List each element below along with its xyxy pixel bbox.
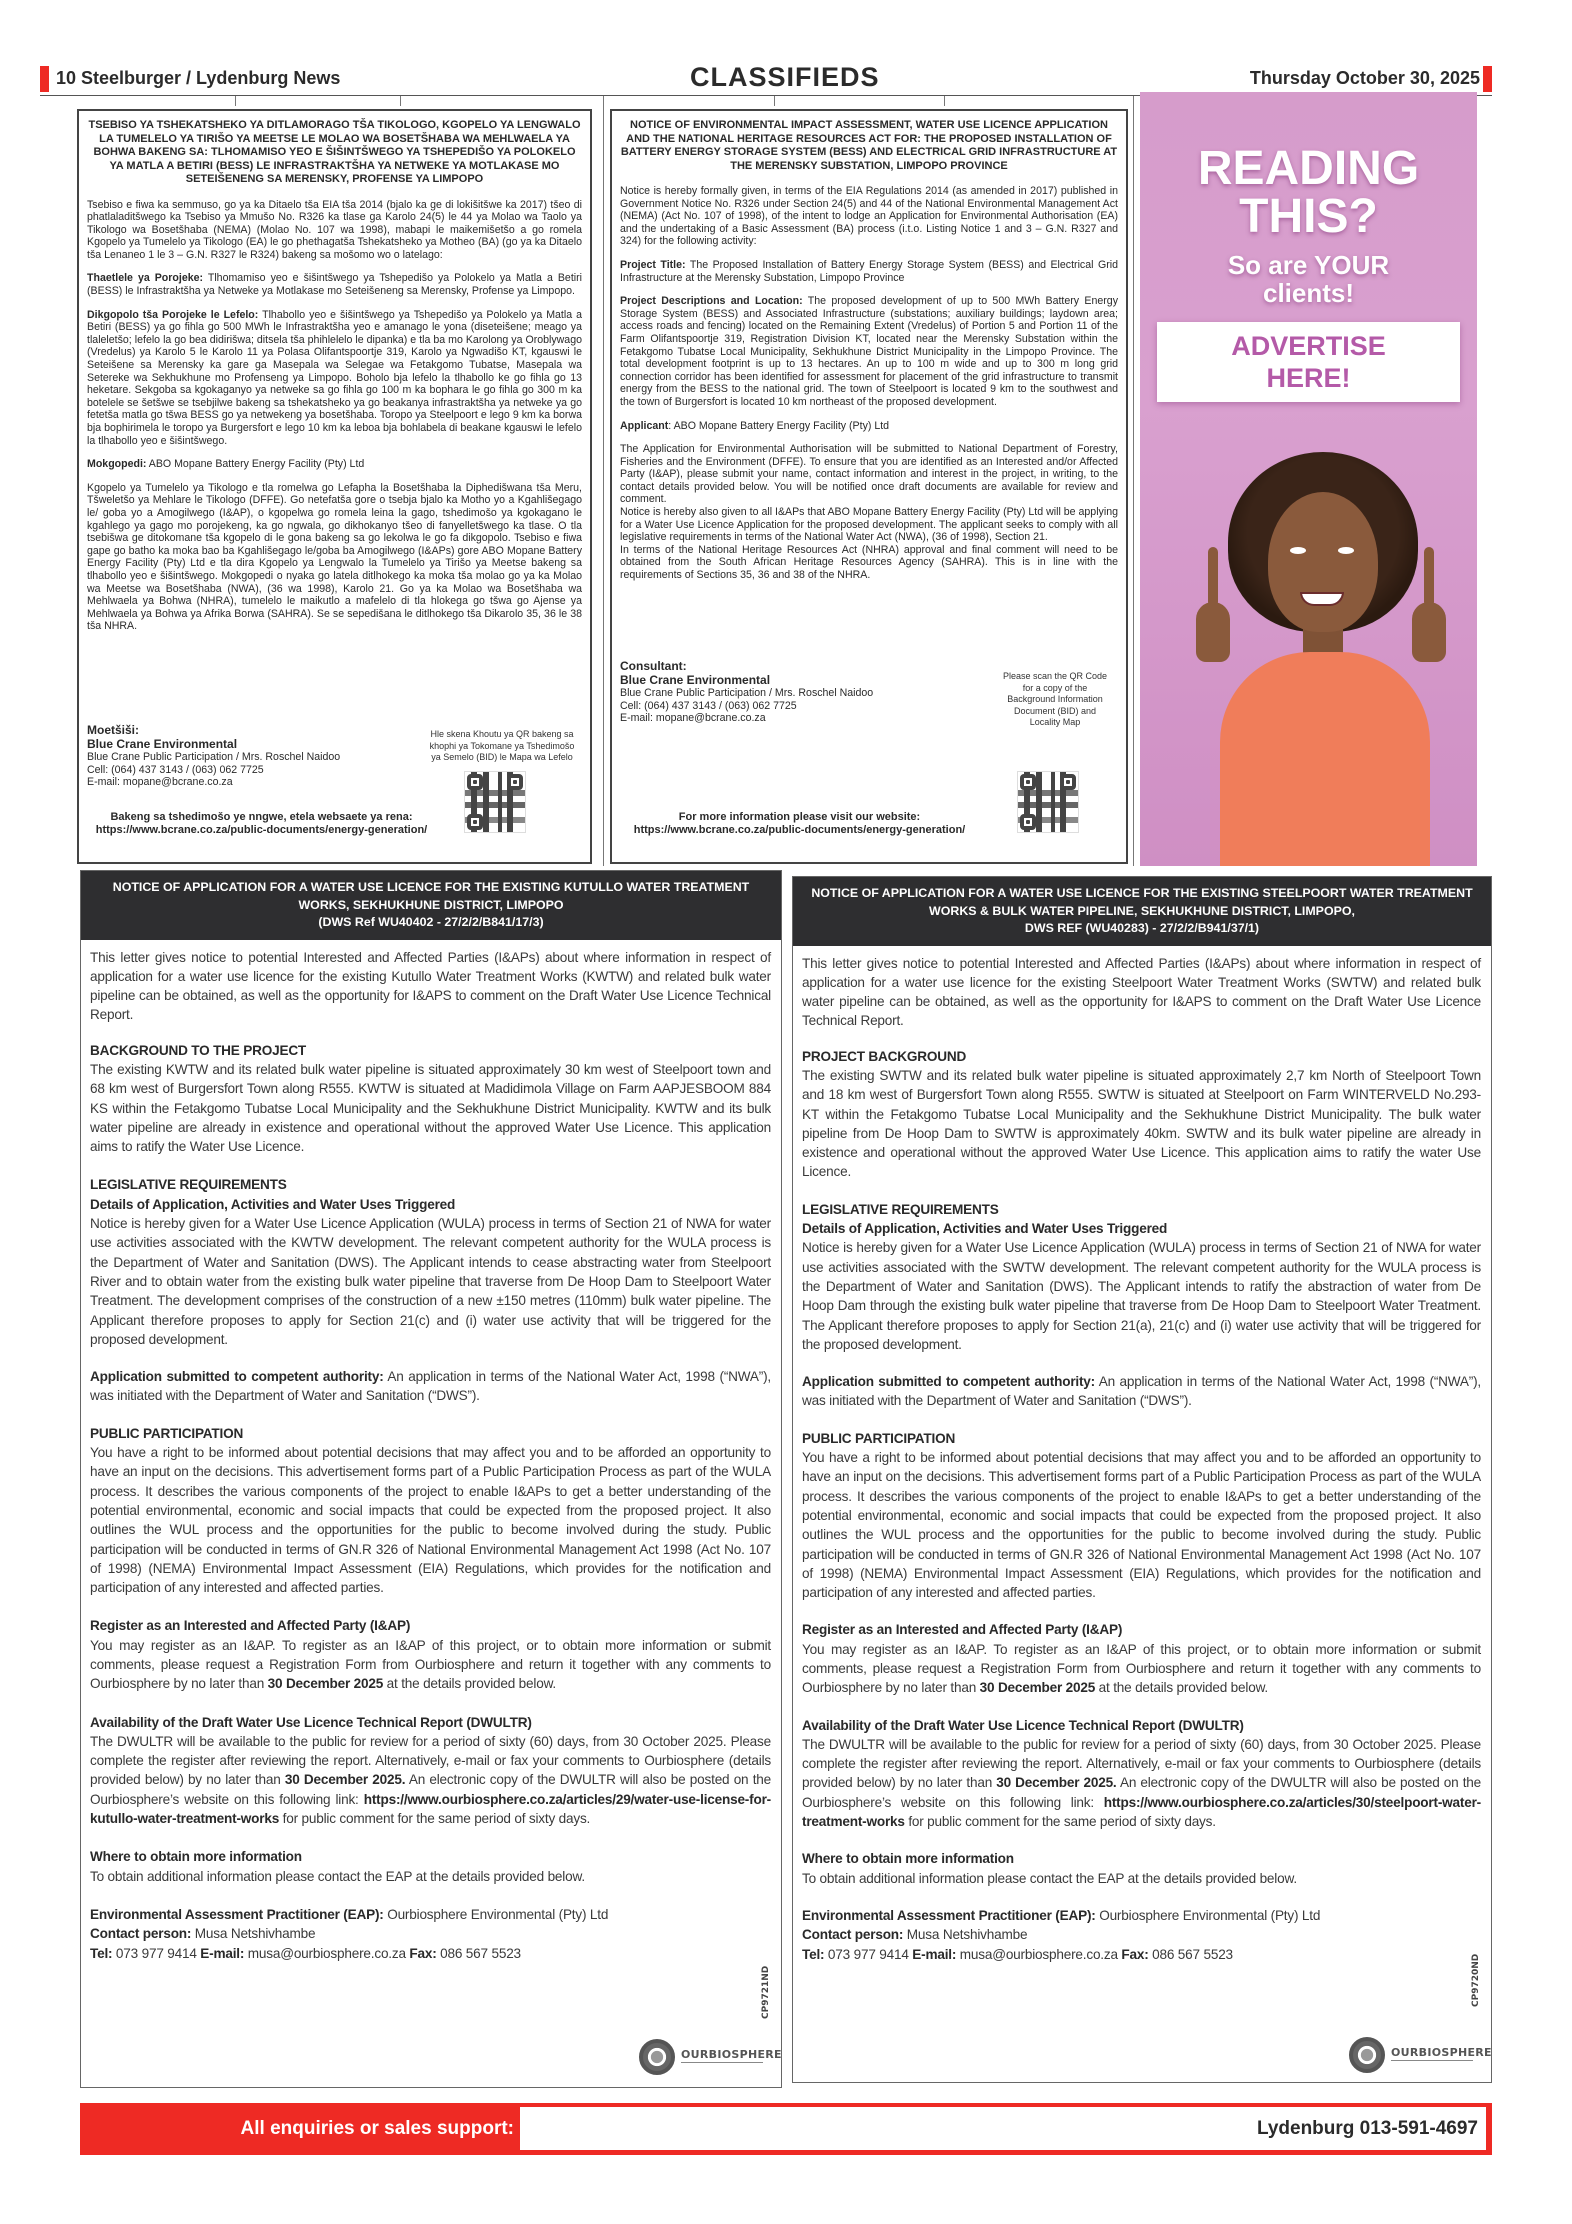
notice-header-title: NOTICE OF APPLICATION FOR A WATER USE LICENCE FOR THE EXISTING STEELPOORT WATER TREATMENT WORKS & BULK WATER PIPELINE, SEKHUKHUNE DISTRICT, LIMPOPO, [811,886,1473,918]
qr-code-icon[interactable] [464,771,526,833]
consultant-label: Consultant: [620,659,687,673]
eye-shape [1290,547,1306,554]
qr-finder [467,774,483,790]
register-text-a: You may register as an I&AP. To register as an I&AP of this project, or to obtain more information or submit comments, please request a Registration Form from Ourbiosphere and return it together with any comments to Ourbiosphere by no later than [90,1637,771,1692]
comment-deadline: 30 December 2025. [996,1775,1117,1791]
applicant: : ABO Mopane Battery Energy Facility (Pty) Ltd [668,419,890,432]
column-rule [603,96,604,866]
logo-text: OURBIOSPHERE [1391,2046,1492,2059]
background-heading: PROJECT BACKGROUND [802,1048,967,1064]
consultant-cell: Cell: (064) 437 3143 / (063) 062 7725 [87,763,264,776]
website-block [612,811,987,837]
tel-value: 073 977 9414 [112,1945,201,1961]
register-deadline: 30 December 2025 [267,1676,384,1692]
page-number-publication: 10 Steelburger / Lydenburg News [56,68,341,88]
background-heading: BACKGROUND TO THE PROJECT [90,1042,307,1058]
notice-body-1: The Application for Environmental Authorisation will be submitted to National Department of Forestry, Fisheries and the Environment (DFFE). To ensure that you are identified as an Interested and/or Affected Party (I&AP), please submit your name, contact information and interest in the project, in writing, to the contact details provided below. You will be notified once draft documents are available for review and comment. [620,443,1118,506]
contact-label: Contact person: [90,1926,192,1942]
qr-finder [1020,814,1036,830]
background-text: The existing SWTW and its related bulk water pipeline is situated approximately 2,7 km North of Steelpoort Town and 18 km west of Burgersfort Town along R555. SWTW is situated at Steelpoort on Farm WINTERVELD No.293-KT within the Fetakgomo Tubatse Local Municipality and the Sekhukhune District Municipality. The bulk water pipeline from De Hoop Dam to SWTW is approximately 40km. SWTW and its bulk water pipeline are already in existence and operational without the approved Water Use Licence. This application aims to ratify the water Use Licence. [802,1067,1481,1180]
availability-text-a: The DWULTR will be available to the public for review for a period of sixty (60) days, from 30 October 2025. Please complete the register after reviewing the report. Alternatively, e-mail or fax your comments to Ourbiosphere (details provided below) by no later than [90,1733,771,1788]
consultant-contact: Blue Crane Public Participation / Mrs. Roschel Naidoo [87,751,341,763]
consultant-name: Blue Crane Environmental [87,737,238,751]
project-description: The proposed development of up to 500 MWh Battery Energy Storage System (BESS) and Associated Infrastructure (substations; auxiliary buildings; laydown area; access roads and fencing) located on the Remaining Extent (Vredelus) of Portion 5 and Portion 11 of the Farm Olifantspoortje 319, Registration Division KT, located near the Merensky Substation within the Fetakgomo Tubatse Local Municipality, Sekhukhune District Municipality in the Limpopo Province. The total development footprint is up to 13 hectares. An up to 100 m wide and up to 300 m long grid connection corridor has been identified for assessment for placement of the grid infrastructure to transmit energy from the BESS to the national grid. The town of Steelpoort is located 9 km to the southwest and the town of Burgersfort is located 10 km northeast of the proposed development. [620,295,1118,408]
notice-body: Kgopelo ya Tumelelo ya Tikologo e tla romelwa go Lefapha la Bosetšhaba la Diphedišwana tša Meru, Tšweletšo ya Mehlare le Tikologo (DFFE). Go netefatša gore o tsebja bjalo ka Motho yo a Kgahlišegago le/ goba yo a Amogilwego (I&AP), o kgopelwa go romela leina la gago, tshedimošo ya kgokagano le kgahlego ya gago mo porojekeng, ka go ngwala, go dikhokanyo tšeo di fanyelletšwego ka tlase. O tla tsebišwa ge ditokomane tša kgopelo di le gona bakeng sa go lekolwa le go fa dikgopolo. Tsebiso e fiwa gape go batho ka moka bao ba Kgahlišegago le/goba ba Amogilwego (I&APs) gore ABO Mopane Battery Energy Facility (Pty) Ltd e tla dira Kgopelo ya Lengwalo la Tumelelo ya Tirišo ya Meetse bakeng sa tlhabollo yeo e šišintšwego. Mokgopedi o nyaka go latela ditlhokego ka moka tša molao go ya ka Molao wa Meetse wa Bosetšhaba (NWA), (36 wa 1998), Karolo 21. Go ya ka Molao wa Bosetšhaba wa Mehlwaela ya Bohwa (NHRA), tumelelo le maikutlo a mafelelo di tla hlokega go tšwa go Ajense ya Mehlwaela ya Bohwa ya Afrika Borwa (SAHRA). Se se sepedišana le ditlhokego tša Dikarolo 35, 36 le 38 tša NHRA. [87,481,582,633]
application-submitted-text: An application in terms of the National Water Act, 1998 (“NWA”), was initiated with the Department of Water and Sanitation (“DWS”). [90,1369,771,1404]
biosphere-globe-icon [1349,2037,1385,2073]
availability-text-b: An electronic copy of the DWULTR will also be posted on the Ourbiosphere’s website on this following link: [802,1775,1481,1810]
sepedi-notice [77,109,592,864]
contact-value: Musa Netshivhambe [903,1927,1028,1943]
dws-reference: (DWS Ref WU40402 - 27/2/2/B841/17/3) [318,915,544,929]
contact-line [90,1924,771,1943]
contact-label: Contact person: [802,1927,904,1943]
application-submitted-para [802,1372,1481,1411]
notice-body [793,946,1491,1974]
dwultr-link[interactable]: https://www.ourbiosphere.co.za/articles/30/steelpoort-water-treatment-works [802,1794,1481,1830]
project-description-para [87,309,582,448]
ad-code: CP9720ND [1471,1953,1481,2007]
logo-subtext [681,2062,763,2063]
register-heading: Register as an Interested and Affected Party (I&AP) [90,1618,411,1634]
legislative-subheading: Details of Application, Activities and Water Uses Triggered [802,1221,1168,1237]
public-participation-text: You have a right to be informed about potential decisions that may affect you and to be afforded an opportunity to have an input on the decisions. This advertisement forms part of a Public Participation Process as part of the WULA process. It describes the various components of the project to enable I&APs to get a better understanding of the potential environmental, economic and social impacts that could be expected from the proposed project. It also outlines the WUL process and the opportunities for the public to become involved during the study. Public participation will be conducted in terms of GN.R 326 of National Environmental Management Act 1998 (Act No. 107 of 1998) (NEMA) Environmental Impact Assessment (EIA) Regulations, which provides for the notification and participation of any interested and affected parties. [90,1445,771,1596]
orange-sweater-shape [1220,652,1430,866]
where-info-heading: Where to obtain more information [90,1849,302,1865]
column-rule [235,96,236,106]
project-title-para [620,259,1118,284]
tel-email-fax-line [90,1944,771,1963]
notice-body [81,940,781,1973]
pointing-finger-icon [1424,547,1434,607]
legislative-heading: LEGISLATIVE REQUIREMENTS [90,1177,287,1193]
eap-value: Ourbiosphere Environmental (Pty) Ltd [383,1906,609,1922]
applicant-label: Applicant [620,419,669,432]
application-submitted-label: Application submitted to competent authority: [802,1374,1095,1390]
register-text-b: at the details provided below. [1095,1680,1269,1696]
eap-line [90,1905,771,1924]
logo-text: OURBIOSPHERE [681,2048,782,2061]
pointing-finger-icon [1208,547,1218,607]
fax-value: 086 567 5523 [436,1945,521,1961]
where-info-heading: Where to obtain more information [802,1851,1014,1867]
ad-subline-2: clients! [1262,278,1355,308]
where-info-text: To obtain additional information please contact the EAP at the details provided below. [90,1868,585,1884]
email-label: E-mail: [912,1946,957,1962]
where-info-text: To obtain additional information please contact the EAP at the details provided below. [802,1870,1297,1886]
availability-text-a: The DWULTR will be available to the public for review for a period of sixty (60) days, from 30 October 2025. Please complete the register after reviewing the report. Alternatively, e-mail or fax your comments to Ourbiosphere (details provided below) by no later than [802,1736,1481,1791]
cta-line-1: ADVERTISE [1231,331,1386,361]
project-title: Tlhomamiso yeo e šišintšwego ya Tshepedišo ya Polokelo ya Matla a Betiri (BESS) le Infrastraktšha ya Netweke ya Motlakase mo Seteišeneng sa Merensky, Profense ya Limpopo. [87,272,583,298]
project-description: Tlhabollo yeo e šišintšwego ya Tshepedišo ya Polokelo ya Matla a Betiri (BESS) ya go fihla go 500 MWh le Infrastraktšha yeo e amanago le yona (diseteišene; meago ya tlaleletšo; lefelo la go bea didirišwa; ditsela tša phihlelelo le dipanka) e tla ba mo Karolong ya Oroblywago (Vredelus) ya Karolo 5 le Karolo 11 ya Polasa Olifantspoortje 319, Karolo ya Ngwadišo KT, kgauswi le Seteišene sa Merensky ka gare ga Masepala wa Selegae wa Fetakgomo Tubatse, Masepala wa Setereke wa Sekhukhune mo Profenseng ya Limpopo. Boholo bja lefelo la tlhabollo ke go fihla go 13 heketare. Sekgoba sa kgokaganyo ya netweke sa go fihla go 100 m ka bophara le go fihla go 300 m ka botelele se šetšwe se tsebjilwe bakeng sa tshekatsheko ya go beakanya infrastraktšha ya netweke ya go fetetša matla go tšwa BESS go ya netwekeng ya bosetšhaba. Toropo ya Steelpoort e lego 9 km ka borwa bja bophirimela le toropo ya Burgersfort e lego 10 km ka leboa bja bohlabela di beakane kgauswi le lefelo la tlhabollo yeo e šišintšwego. [87,308,582,447]
register-text [802,1640,1481,1698]
fax-label: Fax: [409,1945,437,1961]
application-submitted-label: Application submitted to competent authority: [90,1369,384,1385]
enquiries-label: All enquiries or sales support: [240,2118,514,2139]
public-participation-heading: PUBLIC PARTICIPATION [90,1425,244,1441]
website-url[interactable]: https://www.bcrane.co.za/public-documents/energy-generation/ [95,824,428,836]
hand-shape [1196,602,1230,662]
consultant-cell: Cell: (064) 437 3143 / (063) 062 7725 [620,699,797,712]
project-title: The Proposed Installation of Battery Energy Storage System (BESS) and Electrical Grid Infrastructure at the Merensky Substation, Limpopo Province [620,258,1118,284]
application-submitted-para [90,1367,771,1406]
legislative-text: Notice is hereby given for a Water Use Licence Application (WULA) process in terms of Section 21 of NWA for water use activities associated with the SWTW development. The relevant competent authority for the WULA process is the Department of Water and Sanitation (DWS). The Applicant intends to ratify the abstraction of water from De Hoop Dam through the existing bulk water pipeline that traverse from De Hoop Dam to Steelpoort Water Treatment. The Applicant therefore proposes to apply for Section 21(a), 21(c) and (i) water use activity that will be triggered for the proposed development. [802,1240,1481,1352]
background-text: The existing KWTW and its related bulk water pipeline is situated approximately 30 km west of Steelpoort town and 68 km west of Burgersfort Town along R555. KWTW is situated at Madidimola Village on Farm AAPJESBOOM 884 KS within the Fetakgomo Tubatse Local Municipality and the Sekhukhune District Municipality. KWTW and its bulk water pipeline are already in existence and operational without the approved Water Use Licence. This application aims to ratify the Water Use Licence. [90,1061,771,1155]
ad-subline-1: So are YOUR [1227,250,1390,280]
availability-heading: Availability of the Draft Water Use Licence Technical Report (DWULTR) [802,1717,1244,1733]
availability-text-c: for public comment for the same period of sixty days. [904,1814,1216,1830]
register-text-a: You may register as an I&AP. To register as an I&AP of this project, or to obtain more information or submit comments, please request a Registration Form from Ourbiosphere and return it together with any comments to Ourbiosphere by no later than [802,1641,1481,1696]
email-label: E-mail: [200,1945,245,1961]
notice-title: NOTICE OF ENVIRONMENTAL IMPACT ASSESSMENT, WATER USE LICENCE APPLICATION AND THE NATIONAL HERITAGE RESOURCES ACT FOR: THE PROPOSED INSTALLATION OF BATTERY ENERGY STORAGE SYSTEM (BESS) AND ELECTRICAL GRID INFRASTRUCTURE AT THE MERENSKY SUBSTATION, LIMPOPO PROVINCE [620,119,1118,172]
availability-text [90,1732,771,1828]
qr-finder [467,814,483,830]
notice-header-title: NOTICE OF APPLICATION FOR A WATER USE LICENCE FOR THE EXISTING KUTULLO WATER TREATMENT WORKS, SEKHUKHUNE DISTRICT, LIMPOPO [112,880,750,912]
woman-pointing-illustration [1210,452,1430,866]
column-rule [400,96,401,106]
section-title: CLASSIFIEDS [690,62,880,92]
masthead-accent-left [40,66,49,92]
register-deadline: 30 December 2025 [979,1680,1096,1696]
logo-subtext [1391,2060,1473,2061]
application-submitted-text: An application in terms of the National Water Act, 1998 (“NWA”), was initiated with the Department of Water and Sanitation (“DWS”). [802,1374,1481,1409]
project-title-label: Project Title: [620,258,686,271]
notice-intro: Notice is hereby formally given, in terms of the EIA Regulations 2014 (as amended in 2017) published in Government Notice No. R326 under Section 24(5) and 44 of the National Environmental Management Act (NEMA) (Act No. 107 of 1998), of the intent to lodge an Application for Environmental Authorisation (EA) and the undertaking of a Basic Assessment (BA) process (i.t.o. Listing Notice 1 and 3 – G.N. R327 and 324) for the following activity: [620,185,1118,248]
ad-headline-1: READING [1197,142,1420,195]
notice-intro: Tsebiso e fiwa ka semmuso, go ya ka Ditaelo tša EIA tša 2014 (bjalo ka ge di lokišitšwe ka 2017) tšeo di phatlaladitšwego ka Tsebiso ya Mmušo No. R326 ka tlase ga Karolo 24(5) le 44 ya Molao wa Taolo ya Tikologo wa Bosetšhaba (NEMA) (Molao No. 107 wa 1998), mabapi le maikemišetšo a go romela Kgopelo ya Tumelelo ya Tikologo (EA) le go phethagatša Tshekatsheko ya Motheo (BA) (go ya ka Ditaelo tša Lenaneo 1 le 3 – G.N. R327 le R324) bakeng sa mošomo wo o latelago: [87,198,582,261]
eap-value: Ourbiosphere Environmental (Pty) Ltd [1095,1907,1321,1923]
face-shape [1268,492,1378,632]
availability-heading: Availability of the Draft Water Use Licence Technical Report (DWULTR) [90,1714,532,1730]
public-participation-text: You have a right to be informed about potential decisions that may affect you and to be afforded an opportunity to have an input on the decisions. This advertisement forms part of a Public Participation Process as part of the WULA process. It describes the various components of the project to enable I&APs to get a better understanding of the potential environmental, economic and social impacts that could be expected from the proposed project. It also outlines the WUL process and the opportunities for the public to become involved during the study. Public participation will be conducted in terms of GN.R 326 of National Environmental Management Act 1998 (Act No. 107 of 1998) (NEMA) Environmental Impact Assessment (EIA) Regulations, which provides for the notification and participation of any interested and affected parties. [802,1450,1481,1601]
qr-finder [1060,774,1076,790]
fax-label: Fax: [1121,1946,1149,1962]
contact-line [802,1925,1481,1944]
qr-caption: Please scan the QR Code for a copy of the Background Information Document (BID) and Locality Map [1002,671,1108,727]
eap-label: Environmental Assessment Practitioner (EAP): [90,1906,384,1922]
english-notice [610,109,1128,864]
email-value[interactable]: musa@ourbiosphere.co.za [956,1946,1122,1962]
register-heading: Register as an Interested and Affected Party (I&AP) [802,1622,1123,1638]
project-description-label: Dikgopolo tša Porojeke le Lefelo: [87,308,259,321]
column-rule [1133,96,1134,866]
tel-value: 073 977 9414 [824,1946,913,1962]
eye-shape [1338,547,1354,554]
legislative-text: Notice is hereby given for a Water Use Licence Application (WULA) process in terms of Section 21 of NWA for water use activities associated with the KWTW development. The relevant competent authority for the WULA process is the Department of Water and Sanitation (DWS). The Applicant intends to cease abstracting water from Steelpoort River and to obtain water from the existing bulk water pipeline that traverse from De Hoop Dam to Steelpoort Water Treatment. The development comprises of the construction of a new ±150 metres (110mm) bulk water pipeline. The Applicant therefore proposes to apply for Section 21(c) and (i) water use activity that will be triggered for the proposed development. [90,1216,771,1347]
ourbiosphere-logo [1349,2037,1492,2073]
notice-header [81,871,781,940]
project-title-para [87,272,582,297]
consultant-contact: Blue Crane Public Participation / Mrs. Roschel Naidoo [620,687,874,699]
website-label: Bakeng sa tshedimošo ye nngwe, etela websaete ya rena: [110,811,413,823]
comment-deadline: 30 December 2025. [284,1772,406,1788]
enquiries-footer [80,2103,1492,2155]
public-participation-heading: PUBLIC PARTICIPATION [802,1430,956,1446]
consultant-email[interactable]: E-mail: mopane@bcrane.co.za [620,712,766,725]
notice-header [793,877,1491,946]
qr-caption: Hle skena Khoutu ya QR bakeng sa khophi ya Tokomane ya Tshedimošo ya Semelo (BID) le Mapa wa Lefelo [429,729,575,762]
eap-line [802,1906,1481,1925]
tel-email-fax-line [802,1945,1481,1964]
availability-text-b: An electronic copy of the DWULTR will also be posted on the Ourbiosphere’s website on this following link: [90,1772,771,1807]
notice-title: TSEBISO YA TSHEKATSHEKO YA DITLAMORAGO TŠA TIKOLOGO, KGOPELO YA LENGWALO LA TUMELELO YA TIRIŠO YA MEETSE LE MOLAO WA BOSETŠHABA WA MEHLWAELA YA BOHWA BAKENG SA: TLHOMAMISO YEO E ŠIŠINTŠWEGO YA TSHEPEDIŠO YA POLOKELO YA MATLA A BETIRI (BESS) LE INFRASTRAKTŠHA YA NETWEKE YA MOTLAKASE MO SETEIŠENENG SA MERENSKY, PROFENSE YA LIMPOPO [88,119,581,185]
dws-reference: DWS REF (WU40283) - 27/2/2/B941/37/1) [1024,921,1260,935]
masthead-accent-right [1483,66,1492,92]
project-description-para [620,295,1118,408]
intro-paragraph: This letter gives notice to potential Interested and Affected Parties (I&APs) about where information in respect of application for a water use licence for the existing Kutullo Water Treatment Works (KWTW) and related bulk water pipeline can be obtained, as well as the opportunity for I&APS to comment on the Draft Water Use Licence Technical Report. [90,949,771,1023]
issue-date: Thursday October 30, 2025 [1249,68,1480,88]
website-label: For more information please visit our website: [678,811,921,823]
email-value[interactable]: musa@ourbiosphere.co.za [244,1945,410,1961]
applicant-para [87,458,582,471]
ourbiosphere-logo [639,2039,782,2075]
register-text-b: at the details provided below. [383,1676,557,1692]
column-rule [944,96,945,106]
sales-phone[interactable]: Lydenburg 013-591-4697 [1256,2118,1478,2139]
fax-value: 086 567 5523 [1148,1946,1233,1962]
project-title-label: Thaetlele ya Porojeke: [87,272,204,285]
website-block [79,811,444,837]
advertise-here-ad[interactable] [1140,92,1477,866]
register-text [90,1636,771,1694]
legislative-heading: LEGISLATIVE REQUIREMENTS [802,1201,999,1217]
consultant-block [620,659,950,725]
consultant-name: Blue Crane Environmental [620,673,771,687]
applicant-para [620,420,1118,433]
ad-code: CP9721ND [761,1965,771,2019]
applicant-label: Mokgopedi: [87,458,147,471]
eap-label: Environmental Assessment Practitioner (EAP): [802,1907,1096,1923]
ad-headline-2: THIS? [1239,190,1378,243]
hand-shape [1412,602,1446,662]
intro-paragraph: This letter gives notice to potential Interested and Affected Parties (I&APs) about where information in respect of application for a water use licence for the existing Steelpoort Water Treatment Works (SWTW) and related bulk water pipeline can be obtained, as well as the opportunity for I&APS to comment on the Draft Water Use Licence Technical Report. [802,955,1481,1029]
dwultr-link[interactable]: https://www.ourbiosphere.co.za/articles/29/water-use-license-for-kutullo-water-treatment-works [90,1791,771,1827]
availability-text-c: for public comment for the same period of sixty days. [279,1811,591,1827]
contact-value: Musa Netshivhambe [191,1926,316,1942]
project-description-label: Project Descriptions and Location: [620,295,803,308]
biosphere-globe-icon [639,2039,675,2075]
website-url[interactable]: https://www.bcrane.co.za/public-documents/energy-generation/ [633,824,966,836]
legislative-subheading: Details of Application, Activities and Water Uses Triggered [90,1196,456,1212]
cta-line-2: HERE! [1266,363,1351,393]
applicant: ABO Mopane Battery Energy Facility (Pty) Ltd [146,458,365,471]
kutullo-water-licence-notice [80,870,782,2088]
availability-text [802,1735,1481,1831]
notice-body-2: Notice is hereby also given to all I&APs that ABO Mopane Battery Energy Facility (Pty) Ltd will be applying for a Water Use Licence Application for the proposed development. The applicant seeks to comply with all legislative requirements in terms of the National Water Act (NWA), (36 of 1998), Section 21. [620,506,1118,544]
advertise-cta-button[interactable] [1157,322,1460,402]
tel-label: Tel: [802,1946,825,1962]
consultant-label: Moetšiši: [87,723,140,737]
consultant-block [87,723,417,789]
qr-finder [1020,774,1036,790]
notice-body-3: In terms of the National Heritage Resources Act (NHRA) approval and final comment will need to be obtained from the South African Heritage Resources Agency (SAHRA). This is in line with the requirements of Sections 35, 36 and 38 of the NHRA. [620,543,1118,582]
qr-finder [507,774,523,790]
tel-label: Tel: [90,1945,113,1961]
column-rule [774,96,775,106]
consultant-email[interactable]: E-mail: mopane@bcrane.co.za [87,776,233,789]
qr-code-icon[interactable] [1017,771,1079,833]
steelpoort-water-licence-notice [792,876,1492,2083]
